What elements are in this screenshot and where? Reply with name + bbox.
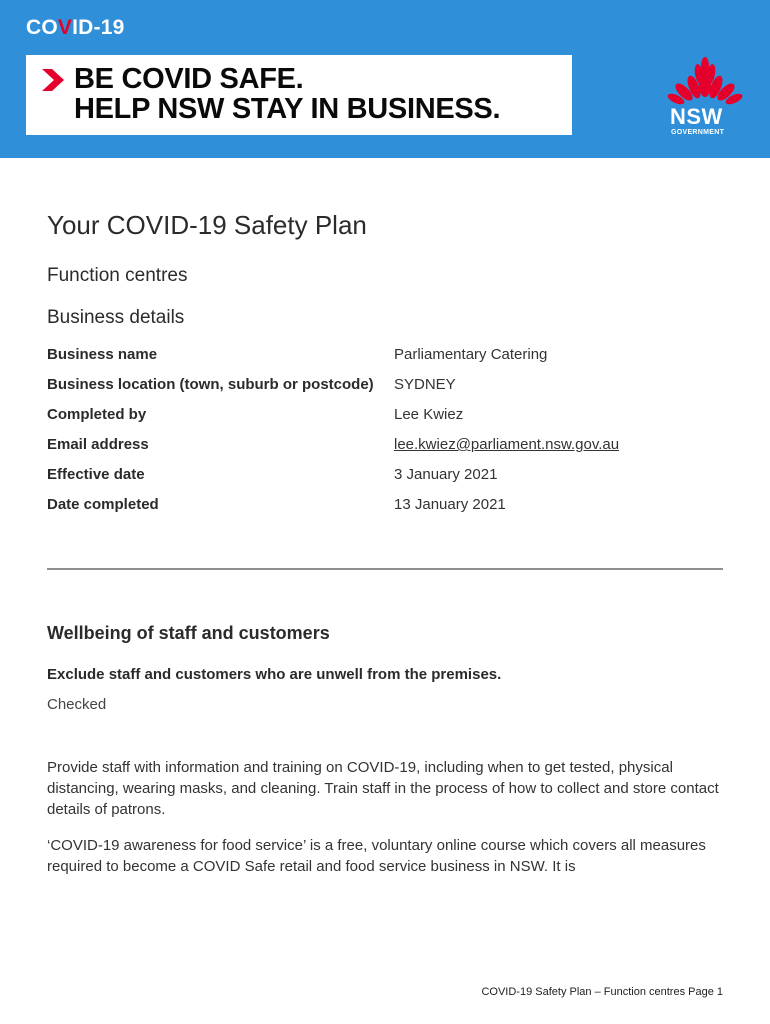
detail-row-business-location	[47, 374, 723, 395]
detail-value: Parliamentary Catering	[394, 346, 548, 363]
nsw-logo-text: NSW	[670, 104, 723, 129]
email-link[interactable]: lee.kwiez@parliament.nsw.gov.au	[394, 436, 620, 453]
detail-row-completed-by	[47, 404, 723, 425]
detail-value: 13 January 2021	[394, 496, 506, 513]
training-paragraph: Provide staff with information and training on COVID-19, including when to get tested, physical distancing, wearing masks, and cleaning. Train staff in the process of how to collect and store contact details of patrons.	[47, 759, 719, 818]
detail-label: Completed by	[47, 406, 147, 423]
covid-19-tag: COVID-19	[26, 16, 125, 39]
header-banner	[0, 0, 770, 158]
nsw-government-text: GOVERNMENT	[671, 129, 725, 136]
page-footer: COVID-19 Safety Plan – Function centres Page 1	[481, 986, 723, 998]
section-divider	[47, 568, 723, 570]
slogan-line-2: HELP NSW STAY IN BUSINESS.	[74, 93, 501, 125]
detail-row-business-name	[47, 344, 723, 365]
course-paragraph: ‘COVID-19 awareness for food service’ is a free, voluntary online course which covers all measures required to become a COVID Safe retail and food service business in NSW. It is	[47, 837, 706, 875]
detail-row-date-completed	[47, 494, 723, 515]
detail-label: Email address	[47, 436, 149, 453]
detail-label: Business location (town, suburb or postcode)	[47, 376, 374, 393]
detail-label: Business name	[47, 346, 158, 363]
slogan-panel	[26, 55, 572, 135]
detail-row-email	[47, 434, 723, 455]
wellbeing-heading: Wellbeing of staff and customers	[47, 623, 330, 643]
requirement-text: Exclude staff and customers who are unwell from the premises.	[47, 666, 502, 683]
page-title: Your COVID-19 Safety Plan	[47, 210, 367, 240]
detail-label: Date completed	[47, 496, 159, 513]
detail-label: Effective date	[47, 466, 145, 483]
plan-category: Function centres	[47, 265, 188, 286]
business-details-heading: Business details	[47, 307, 185, 328]
detail-row-effective-date	[47, 464, 723, 485]
detail-value: Lee Kwiez	[394, 406, 464, 423]
business-details-table	[47, 344, 723, 524]
detail-value: SYDNEY	[394, 376, 456, 393]
requirement-status: Checked	[47, 696, 107, 713]
slogan-line-1: BE COVID SAFE.	[74, 63, 304, 95]
chevron-right-icon	[40, 67, 66, 93]
detail-value: 3 January 2021	[394, 466, 498, 483]
